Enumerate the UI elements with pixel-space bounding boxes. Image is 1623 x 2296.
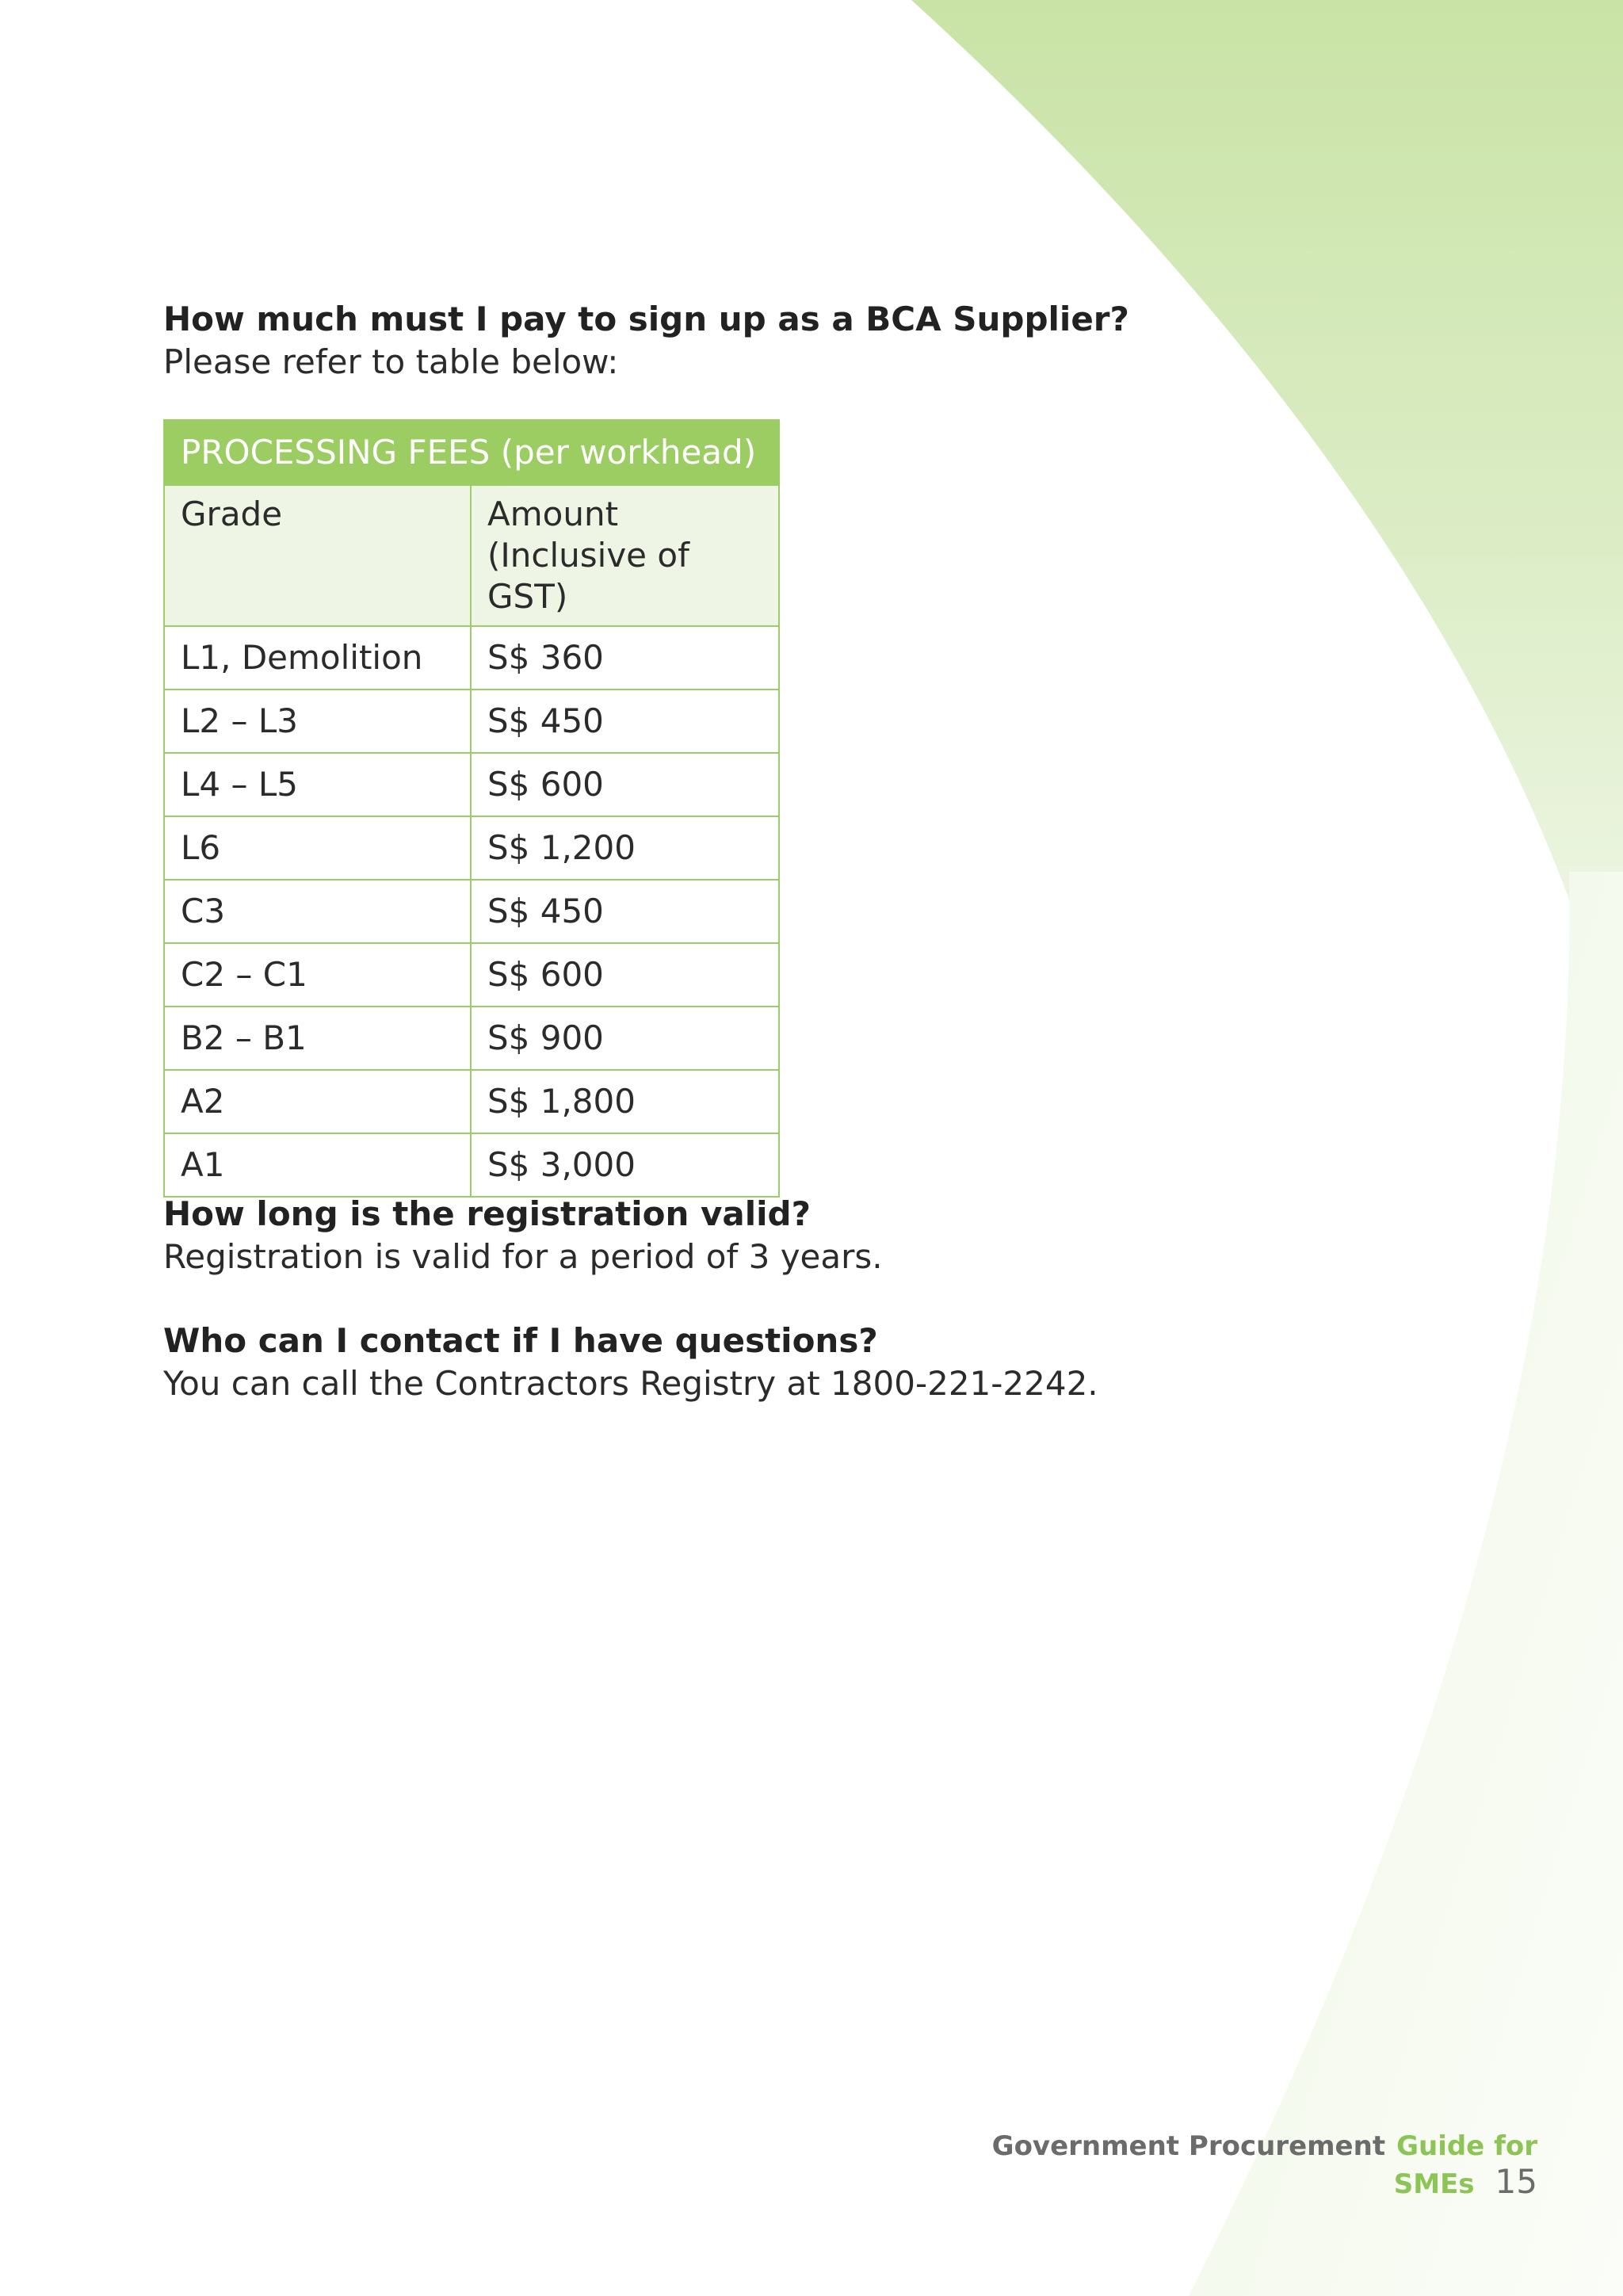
table-row <box>164 816 779 880</box>
table-row <box>164 753 779 816</box>
grade-cell: L4 – L5 <box>164 753 471 816</box>
amount-cell: S$ 600 <box>471 753 779 816</box>
answer-fees: Please refer to table below: <box>163 342 619 381</box>
footer-subtitle: Guide for SMEs <box>1393 2130 1537 2200</box>
table-row <box>164 690 779 753</box>
amount-cell: S$ 1,800 <box>471 1070 779 1133</box>
amount-cell: S$ 3,000 <box>471 1133 779 1197</box>
answer-validity: Registration is valid for a period of 3 years. <box>163 1237 883 1276</box>
question-fees: How much must I pay to sign up as a BCA Supplier? <box>163 300 1129 338</box>
amount-cell: S$ 1,200 <box>471 816 779 880</box>
section-bca-fees <box>163 298 1193 384</box>
grade-cell: C3 <box>164 880 471 943</box>
section-contact <box>163 1320 1273 1405</box>
page-footer <box>872 2130 1537 2201</box>
table-row <box>164 880 779 943</box>
grade-cell: A1 <box>164 1133 471 1197</box>
amount-cell: S$ 450 <box>471 880 779 943</box>
answer-contact: You can call the Contractors Registry at 1800-221-2242. <box>163 1364 1098 1403</box>
grade-cell: C2 – C1 <box>164 943 471 1007</box>
grade-cell: L2 – L3 <box>164 690 471 753</box>
grade-cell: A2 <box>164 1070 471 1133</box>
table-row <box>164 1007 779 1070</box>
question-validity: How long is the registration valid? <box>163 1194 811 1233</box>
section-validity <box>163 1193 1273 1278</box>
table-row <box>164 626 779 690</box>
table-row <box>164 1133 779 1197</box>
amount-cell: S$ 360 <box>471 626 779 690</box>
amount-cell: S$ 900 <box>471 1007 779 1070</box>
amount-cell: S$ 450 <box>471 690 779 753</box>
grade-cell: B2 – B1 <box>164 1007 471 1070</box>
table-row <box>164 943 779 1007</box>
header-amount: Amount (Inclusive of GST) <box>471 485 779 626</box>
table-header-row <box>164 485 779 626</box>
grade-cell: L6 <box>164 816 471 880</box>
question-contact: Who can I contact if I have questions? <box>163 1321 878 1360</box>
table-title: PROCESSING FEES (per workhead) <box>164 420 779 485</box>
header-grade: Grade <box>164 485 471 626</box>
page-number: 15 <box>1495 2162 1537 2201</box>
processing-fees-table <box>163 419 780 1198</box>
footer-publication: Government Procurement <box>991 2130 1386 2162</box>
amount-cell: S$ 600 <box>471 943 779 1007</box>
grade-cell: L1, Demolition <box>164 626 471 690</box>
table-row <box>164 1070 779 1133</box>
